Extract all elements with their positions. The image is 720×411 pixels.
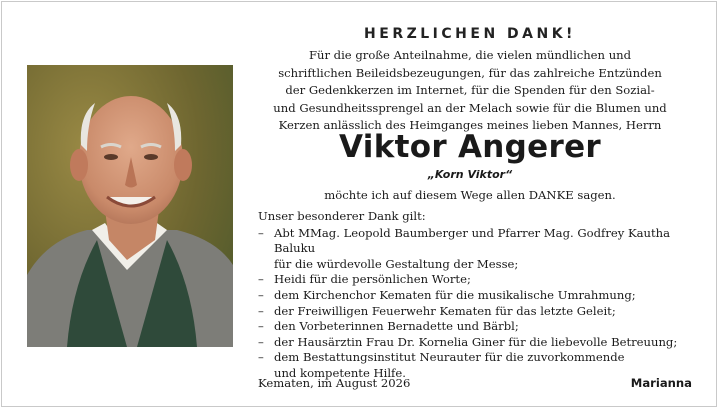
place-date: Kematen, im August 2026 [258,376,411,390]
list-item [258,226,698,273]
thanks-items [258,226,698,382]
dash: – [258,272,264,287]
dash: – [258,303,264,318]
list-item [258,288,698,304]
list-item [258,304,698,320]
intro-line: und Gesundheitssprengel an der Melach sowie für die Blumen und [273,100,667,115]
intro-line: Kerzen anlässlich des Heimganges meines lieben Mannes, Herrn [278,118,662,133]
list-item [258,335,698,351]
dash: – [258,334,264,349]
obituary-card [1,1,717,407]
list-item [258,272,698,288]
list-item [258,319,698,335]
list-item-line: Abt MMag. Leopold Baumberger und Pfarrer Mag. Godfrey Kautha Baluku [274,225,671,256]
list-item-line: dem Kirchenchor Kematen für die musikalische Umrahmung; [274,287,636,302]
nickname: „Korn Viktor“ [427,168,513,181]
heading: HERZLICHEN DANK! [364,26,576,42]
dash: – [258,287,264,302]
intro-text [258,47,682,135]
thanks-line: möchte ich auf diesem Wege allen DANKE sagen. [324,188,616,202]
portrait-photo [27,65,233,347]
list-item-line: für die würdevolle Gestaltung der Messe; [274,256,519,271]
list-intro: Unser besonderer Dank gilt: [258,209,426,223]
deceased-name: Viktor Angerer [339,129,601,165]
intro-line: der Gedenkkerzen im Internet, für die Spenden für den Sozial- [285,83,655,98]
dash: – [258,319,264,334]
intro-line: Für die große Anteilnahme, die vielen mündlichen und [308,48,632,62]
list-item-line: und kompetente Hilfe. [274,365,406,380]
list-item-line: den Vorbeterinnen Bernadette und Bärbl; [274,319,519,334]
list-item-line: Heidi für die persönlichen Worte; [274,272,471,287]
thanks-list [258,209,698,382]
signature: Marianna [630,376,692,390]
dash: – [258,225,264,240]
intro-line: schriftlichen Beileidsbezeugungen, für das zahlreiche Entzünden [278,65,662,80]
list-item-line: der Hausärztin Frau Dr. Kornelia Giner für die liebevolle Betreuung; [274,334,678,349]
list-item-line: dem Bestattungsinstitut Neurauter für die zuvorkommende [274,350,625,365]
dash: – [258,350,264,365]
list-item-line: der Freiwilligen Feuerwehr Kematen für das letzte Geleit; [274,303,616,318]
